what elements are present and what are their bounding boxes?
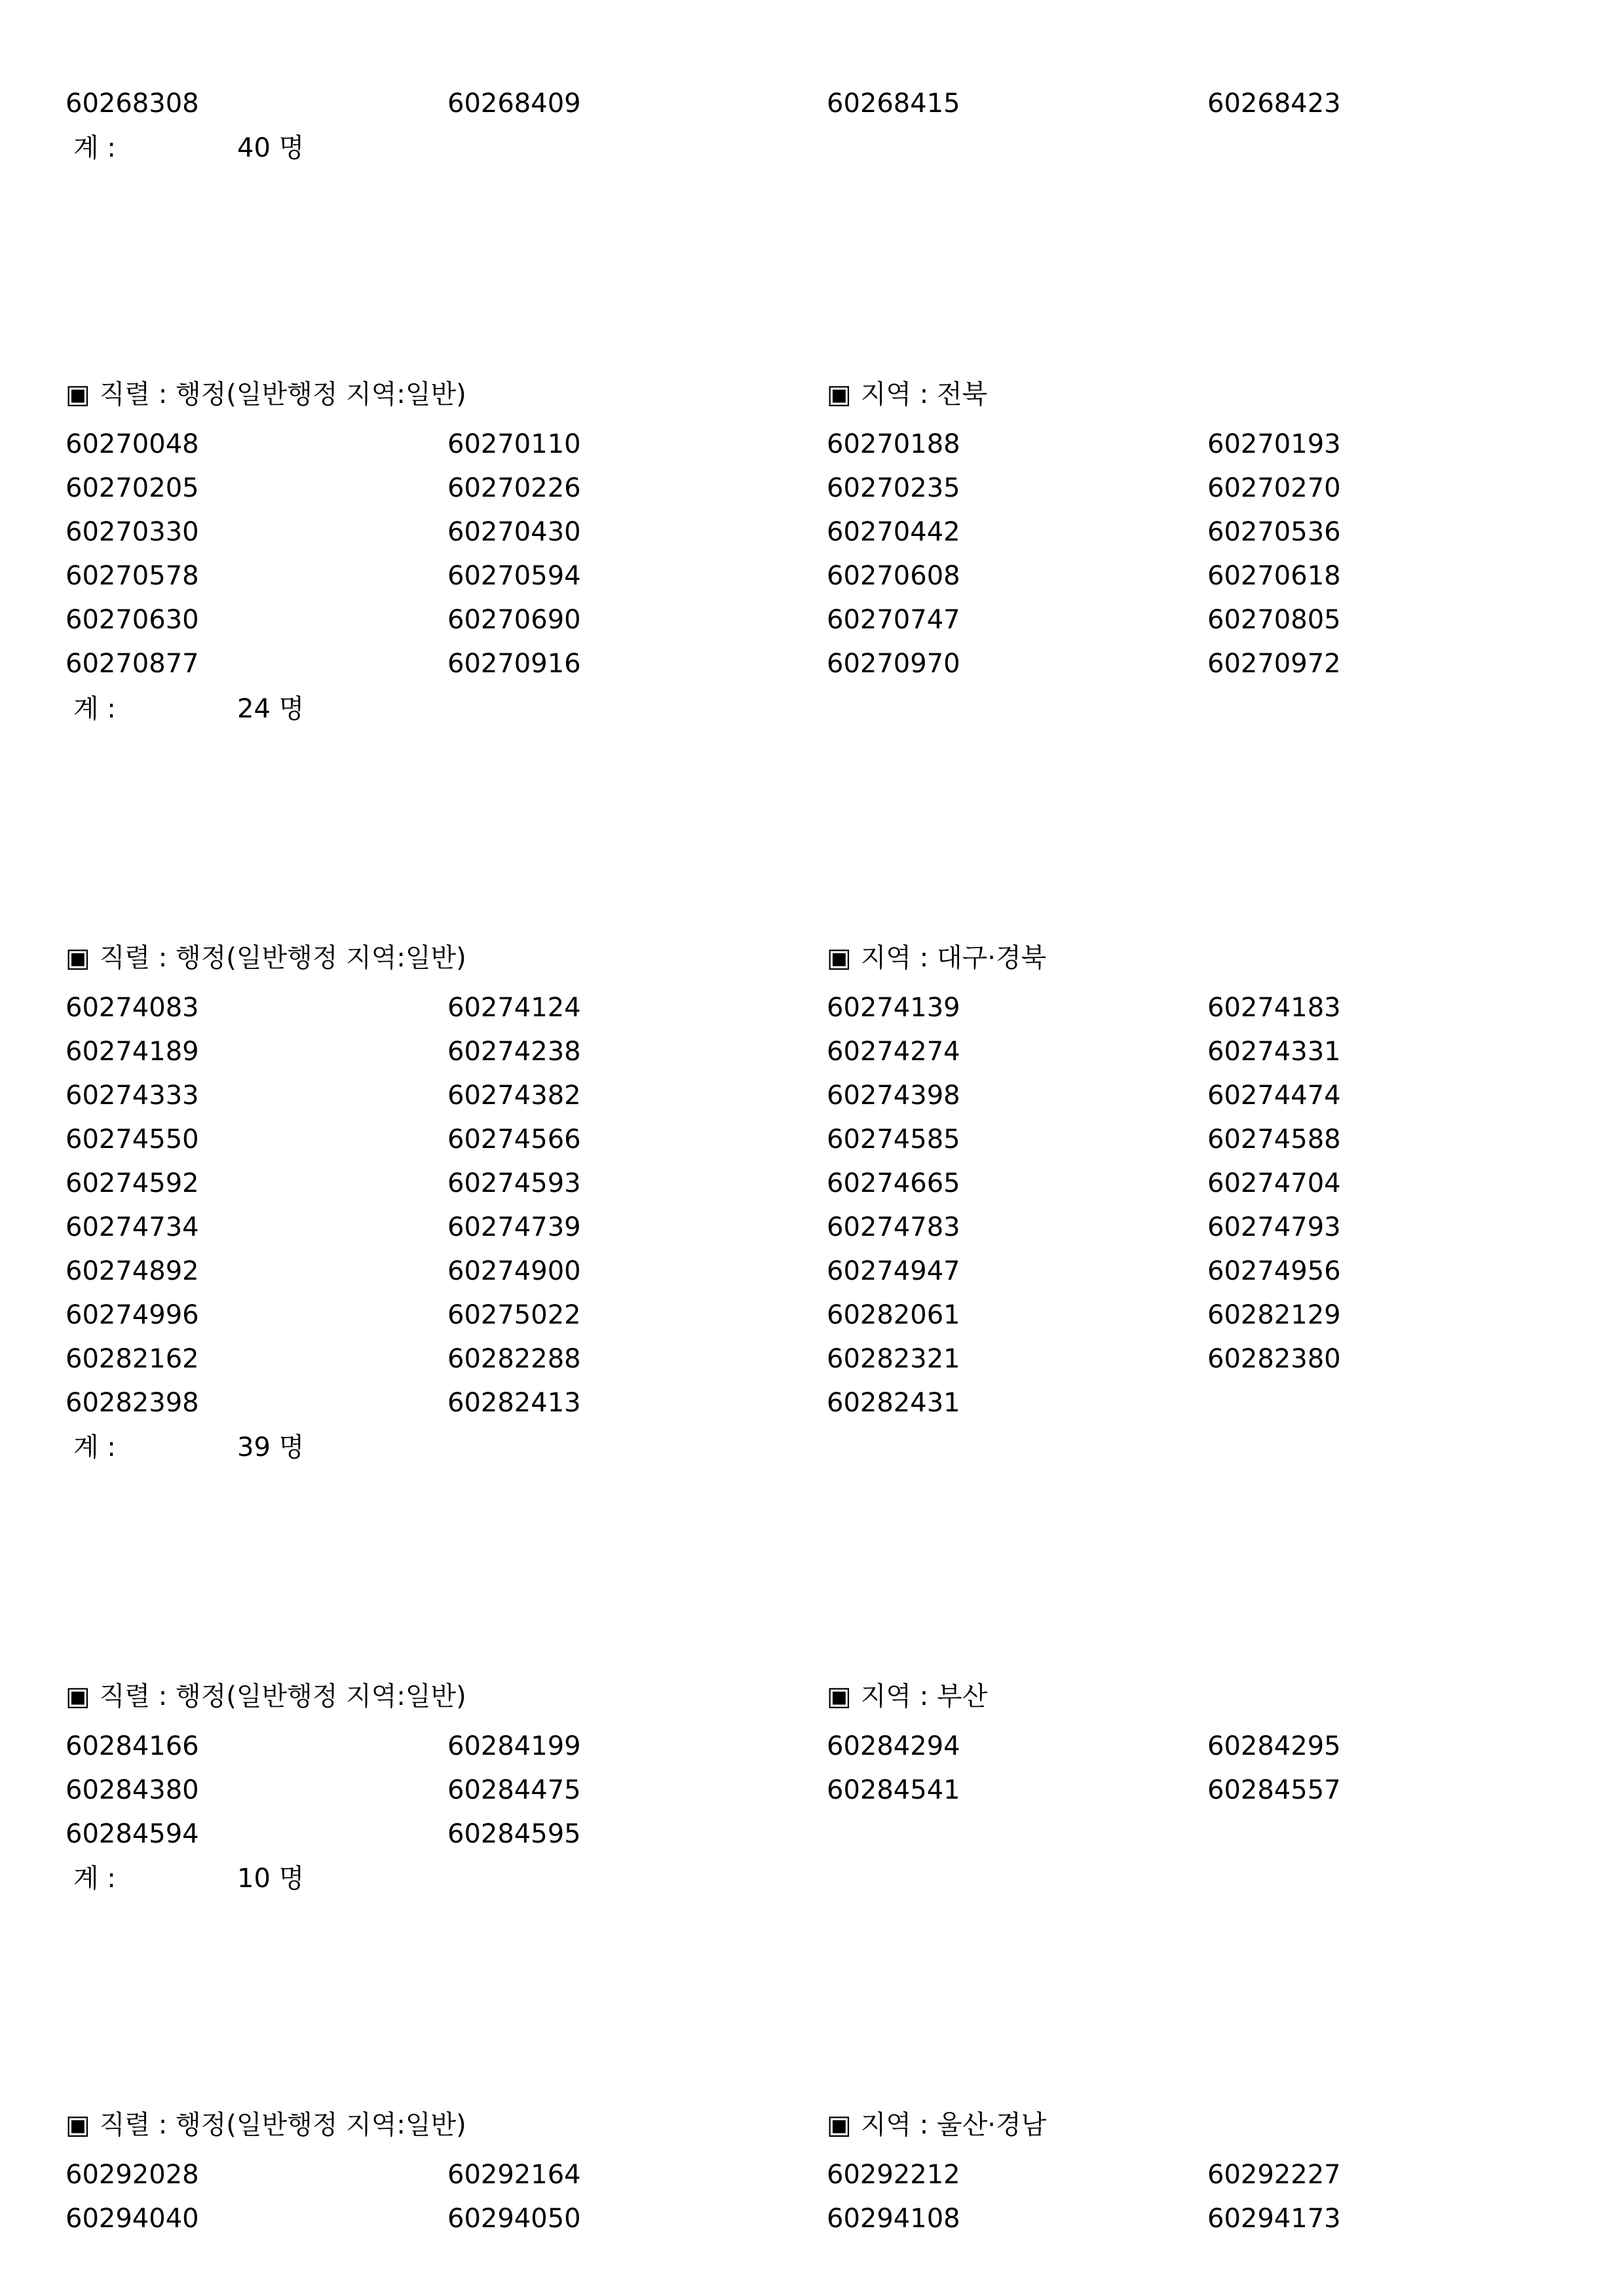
list-item: 60284199 xyxy=(447,1731,581,1761)
list-item: 60274947 xyxy=(827,1256,960,1286)
list-item: 60284380 xyxy=(66,1775,199,1805)
list-item: 60282380 xyxy=(1207,1344,1341,1374)
list-item: 60294108 xyxy=(827,2204,960,2234)
list-item: 60274398 xyxy=(827,1081,960,1111)
list-item: 60274592 xyxy=(66,1168,199,1198)
list-item: 60282061 xyxy=(827,1300,960,1330)
list-item: 60282413 xyxy=(447,1388,581,1418)
list-item: 60270578 xyxy=(66,561,199,591)
region-header: ▣ 지역 : 대구·경북 xyxy=(827,943,1047,973)
list-item: 60270618 xyxy=(1207,561,1341,591)
square-bullet-icon: ▣ xyxy=(66,2110,90,2140)
list-item: 60270877 xyxy=(66,649,199,679)
square-bullet-icon: ▣ xyxy=(66,1681,90,1712)
list-item: 60284166 xyxy=(66,1731,199,1761)
list-item: 60268409 xyxy=(447,88,581,119)
list-item: 60268308 xyxy=(66,88,199,119)
list-item: 60274900 xyxy=(447,1256,581,1286)
list-item: 60270048 xyxy=(66,429,199,459)
square-bullet-icon: ▣ xyxy=(66,379,90,410)
list-item: 60294050 xyxy=(447,2204,581,2234)
list-item: 60294040 xyxy=(66,2204,199,2234)
list-item: 60274566 xyxy=(447,1124,581,1155)
square-bullet-icon: ▣ xyxy=(827,379,852,410)
list-item: 60274124 xyxy=(447,993,581,1023)
list-item: 60270536 xyxy=(1207,517,1341,547)
list-item: 60282288 xyxy=(447,1344,581,1374)
list-item: 60274189 xyxy=(66,1037,199,1067)
list-item: 60274238 xyxy=(447,1037,581,1067)
list-item: 60270330 xyxy=(66,517,199,547)
list-item: 60270970 xyxy=(827,649,960,679)
list-item: 60274183 xyxy=(1207,993,1341,1023)
list-item: 60270110 xyxy=(447,429,581,459)
total-label: 계 : xyxy=(73,133,116,163)
list-item: 60282398 xyxy=(66,1388,199,1418)
list-item: 60274704 xyxy=(1207,1168,1341,1198)
list-item: 60284541 xyxy=(827,1775,960,1805)
square-bullet-icon: ▣ xyxy=(827,2110,852,2140)
list-item: 60270235 xyxy=(827,473,960,503)
region-header: ▣ 지역 : 울산·경남 xyxy=(827,2110,1047,2140)
list-item: 60282321 xyxy=(827,1344,960,1374)
list-item: 60270916 xyxy=(447,649,581,679)
list-item: 60274734 xyxy=(66,1212,199,1242)
region-header: ▣ 지역 : 부산 xyxy=(827,1681,988,1712)
list-item: 60284595 xyxy=(447,1819,581,1849)
list-item: 60282162 xyxy=(66,1344,199,1374)
region-header: ▣ 지역 : 전북 xyxy=(827,379,988,410)
list-item: 60274585 xyxy=(827,1124,960,1155)
square-bullet-icon: ▣ xyxy=(66,943,90,973)
list-item: 60270193 xyxy=(1207,429,1341,459)
list-item: 60274593 xyxy=(447,1168,581,1198)
list-item: 60270188 xyxy=(827,429,960,459)
list-item: 60270608 xyxy=(827,561,960,591)
list-item: 60270690 xyxy=(447,605,581,635)
list-item: 60274892 xyxy=(66,1256,199,1286)
list-item: 60284594 xyxy=(66,1819,199,1849)
list-item: 60270270 xyxy=(1207,473,1341,503)
list-item: 60274331 xyxy=(1207,1037,1341,1067)
list-item: 60274783 xyxy=(827,1212,960,1242)
list-item: 60274739 xyxy=(447,1212,581,1242)
list-item: 60274474 xyxy=(1207,1081,1341,1111)
total-label: 계 : xyxy=(73,694,116,724)
list-item: 60268423 xyxy=(1207,88,1341,119)
list-item: 60270430 xyxy=(447,517,581,547)
total-value: 39 명 xyxy=(237,1432,305,1463)
total-label: 계 : xyxy=(73,1864,116,1894)
list-item: 60284295 xyxy=(1207,1731,1341,1761)
list-item: 60292212 xyxy=(827,2160,960,2190)
job-header: ▣ 직렬 : 행정(일반행정 지역:일반) xyxy=(66,379,466,410)
list-item: 60274550 xyxy=(66,1124,199,1155)
list-item: 60274083 xyxy=(66,993,199,1023)
total-value: 10 명 xyxy=(237,1864,305,1894)
list-item: 60270805 xyxy=(1207,605,1341,635)
list-item: 60284557 xyxy=(1207,1775,1341,1805)
list-item: 60292164 xyxy=(447,2160,581,2190)
list-item: 60274274 xyxy=(827,1037,960,1067)
total-value: 24 명 xyxy=(237,694,305,724)
total-label: 계 : xyxy=(73,1432,116,1463)
list-item: 60270594 xyxy=(447,561,581,591)
list-item: 60270442 xyxy=(827,517,960,547)
list-item: 60282129 xyxy=(1207,1300,1341,1330)
list-item: 60274956 xyxy=(1207,1256,1341,1286)
job-header: ▣ 직렬 : 행정(일반행정 지역:일반) xyxy=(66,943,466,973)
list-item: 60292227 xyxy=(1207,2160,1341,2190)
list-item: 60274996 xyxy=(66,1300,199,1330)
square-bullet-icon: ▣ xyxy=(827,943,852,973)
list-item: 60294173 xyxy=(1207,2204,1341,2234)
list-item: 60270630 xyxy=(66,605,199,635)
list-item: 60270972 xyxy=(1207,649,1341,679)
job-header: ▣ 직렬 : 행정(일반행정 지역:일반) xyxy=(66,1681,466,1712)
list-item: 60292028 xyxy=(66,2160,199,2190)
list-item: 60270747 xyxy=(827,605,960,635)
list-item: 60270226 xyxy=(447,473,581,503)
list-item: 60270205 xyxy=(66,473,199,503)
list-item: 60274588 xyxy=(1207,1124,1341,1155)
total-value: 40 명 xyxy=(237,133,305,163)
list-item: 60284475 xyxy=(447,1775,581,1805)
list-item: 60268415 xyxy=(827,88,960,119)
list-item: 60274793 xyxy=(1207,1212,1341,1242)
list-item: 60274665 xyxy=(827,1168,960,1198)
list-item: 60284294 xyxy=(827,1731,960,1761)
square-bullet-icon: ▣ xyxy=(827,1681,852,1712)
job-header: ▣ 직렬 : 행정(일반행정 지역:일반) xyxy=(66,2110,466,2140)
list-item: 60274382 xyxy=(447,1081,581,1111)
list-item: 60275022 xyxy=(447,1300,581,1330)
list-item: 60282431 xyxy=(827,1388,960,1418)
list-item: 60274333 xyxy=(66,1081,199,1111)
list-item: 60274139 xyxy=(827,993,960,1023)
